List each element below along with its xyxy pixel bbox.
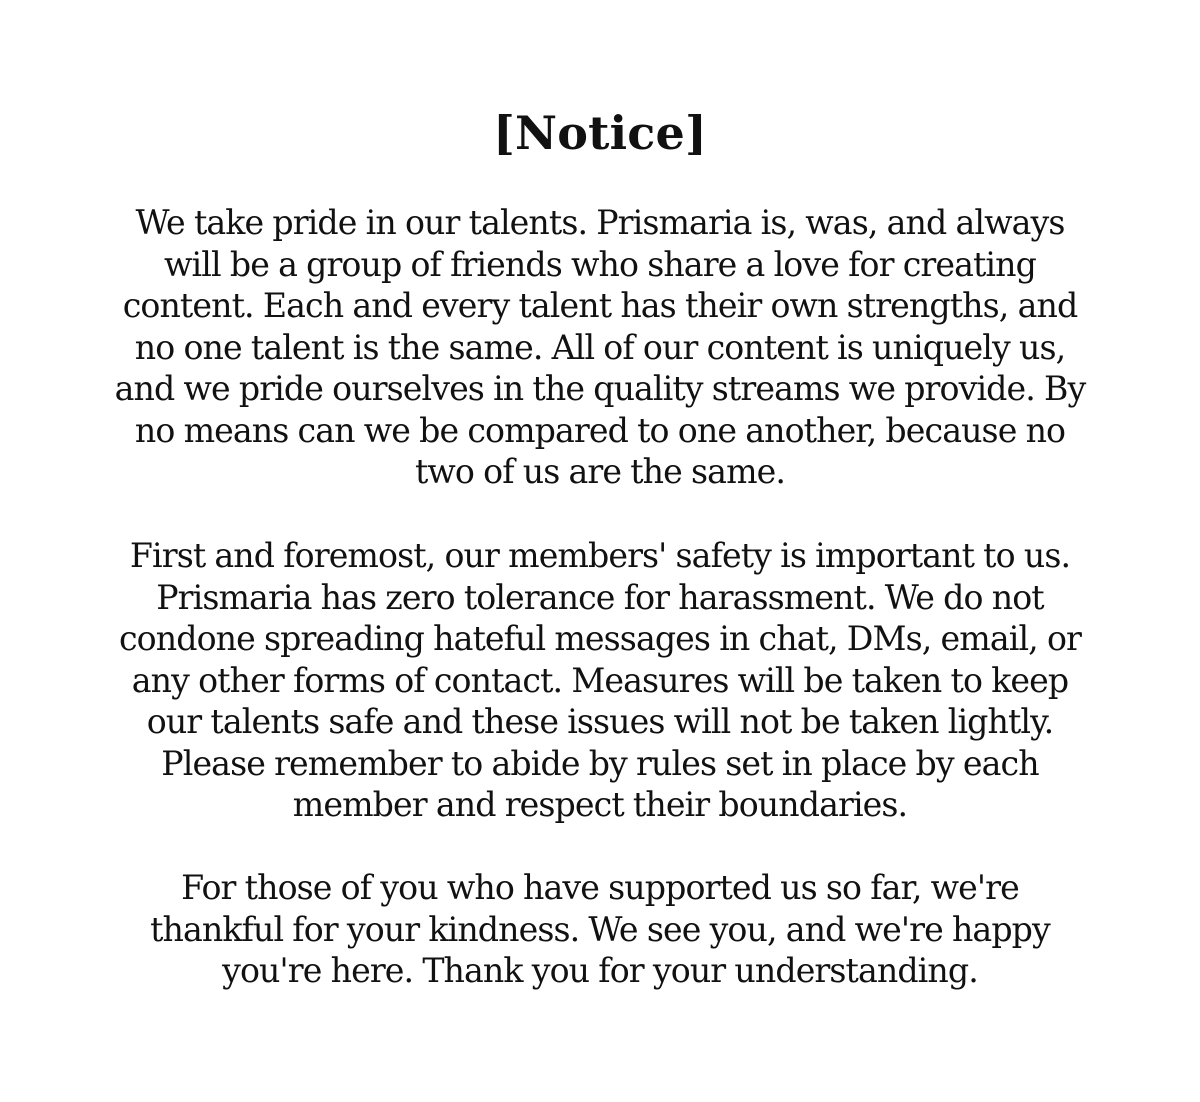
paragraph-line: no one talent is the same. All of our content is uniquely us, xyxy=(134,327,1066,367)
paragraph-line: We take pride in our talents. Prismaria is, was, and always xyxy=(135,203,1065,242)
paragraph-line: Please remember to abide by rules set in place by each xyxy=(161,743,1039,783)
paragraph-line: Prismaria has zero tolerance for harassment. We do not xyxy=(156,577,1044,617)
paragraph-thanks xyxy=(0,867,1200,992)
paragraph-line: our talents safe and these issues will not be taken lightly. xyxy=(146,702,1054,741)
paragraph-line: any other forms of contact. Measures will be taken to keep xyxy=(131,660,1069,700)
paragraph-line: For those of you who have supported us so far, we're xyxy=(181,868,1019,907)
paragraph-line: two of us are the same. xyxy=(414,452,786,491)
paragraph-line: First and foremost, our members' safety is important to us. xyxy=(129,536,1071,575)
paragraph-line: member and respect their boundaries. xyxy=(292,785,908,824)
paragraph-line: thankful for your kindness. We see you, and we're happy xyxy=(150,909,1050,949)
paragraph-line: you're here. Thank you for your understanding. xyxy=(222,951,978,990)
paragraph-line: content. Each and every talent has their own strengths, and xyxy=(122,286,1078,325)
notice-title: [Notice] xyxy=(493,106,707,160)
paragraph-talents xyxy=(0,202,1200,493)
paragraph-line: condone spreading hateful messages in chat, DMs, email, or xyxy=(118,619,1081,658)
paragraph-line: will be a group of friends who share a love for creating xyxy=(164,244,1036,284)
paragraph-line: and we pride ourselves in the quality streams we provide. By xyxy=(114,369,1086,408)
paragraph-line: no means can we be compared to one another, because no xyxy=(134,410,1066,450)
paragraph-safety xyxy=(0,535,1200,826)
